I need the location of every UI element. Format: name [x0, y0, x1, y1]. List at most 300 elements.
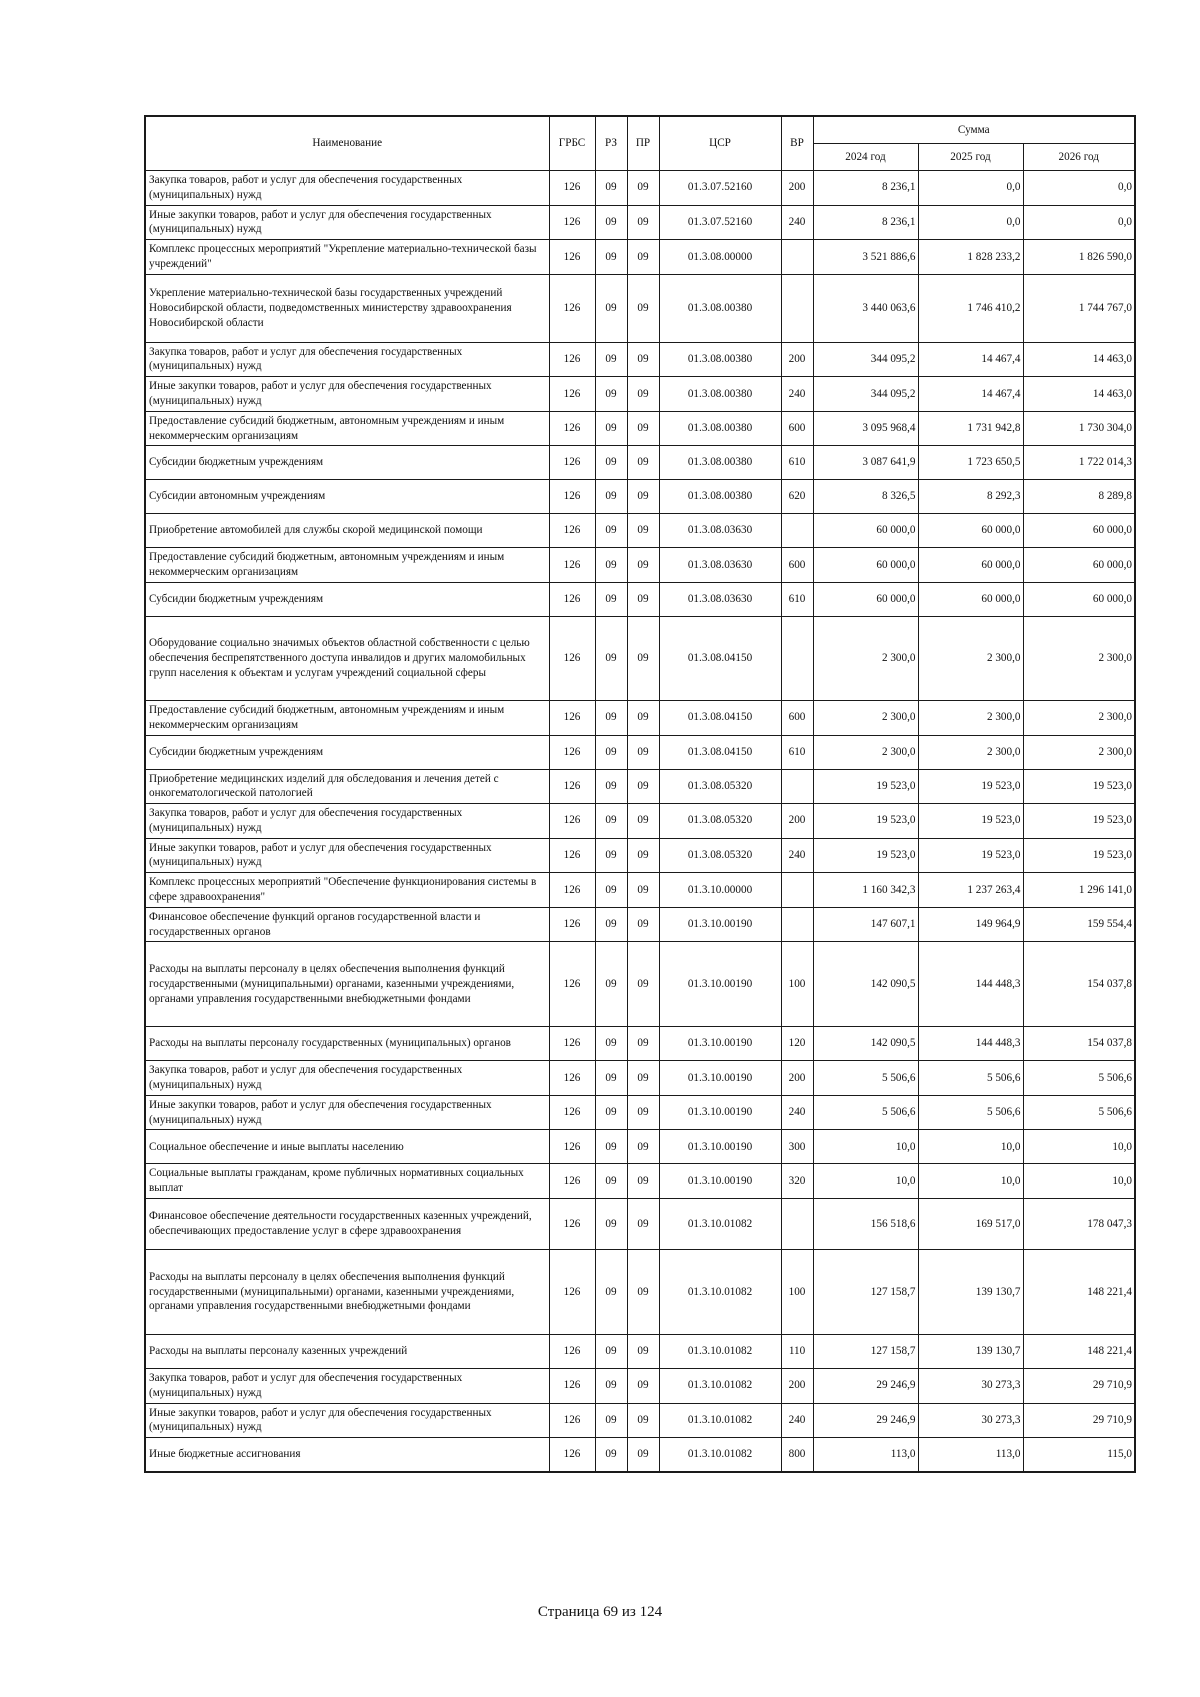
row-grbs: 126 — [549, 171, 595, 206]
row-rz: 09 — [595, 804, 627, 839]
row-rz: 09 — [595, 735, 627, 769]
row-rz: 09 — [595, 1095, 627, 1130]
row-name: Предоставление субсидий бюджетным, автономным учреждениям и иным некоммерческим организациям — [145, 700, 549, 735]
row-sum-2024: 60 000,0 — [813, 514, 918, 548]
table-row — [145, 205, 1135, 240]
row-sum-2025: 1 746 410,2 — [918, 274, 1023, 342]
row-grbs: 126 — [549, 735, 595, 769]
row-sum-2025: 169 517,0 — [918, 1199, 1023, 1250]
row-sum-2024: 2 300,0 — [813, 616, 918, 700]
row-name: Иные бюджетные ассигнования — [145, 1438, 549, 1472]
row-grbs: 126 — [549, 1061, 595, 1096]
row-vr: 610 — [781, 446, 813, 480]
row-csr: 01.3.07.52160 — [659, 171, 781, 206]
row-sum-2026: 2 300,0 — [1023, 616, 1135, 700]
row-rz: 09 — [595, 942, 627, 1027]
header-csr: ЦСР — [659, 116, 781, 171]
header-grbs: ГРБС — [549, 116, 595, 171]
row-pr: 09 — [627, 480, 659, 514]
row-grbs: 126 — [549, 274, 595, 342]
table-row — [145, 1369, 1135, 1404]
row-sum-2024: 142 090,5 — [813, 942, 918, 1027]
row-name: Расходы на выплаты персоналу в целях обеспечения выполнения функций государственными (муниципальными) органами, казенными учреждениями, органами управления государственными внебюджетными фондами — [145, 1250, 549, 1335]
row-name: Приобретение автомобилей для службы скорой медицинской помощи — [145, 514, 549, 548]
row-sum-2024: 8 236,1 — [813, 171, 918, 206]
table-row — [145, 838, 1135, 873]
row-sum-2026: 154 037,8 — [1023, 1027, 1135, 1061]
row-name: Иные закупки товаров, работ и услуг для обеспечения государственных (муниципальных) нужд — [145, 838, 549, 873]
row-rz: 09 — [595, 411, 627, 446]
row-name: Субсидии бюджетным учреждениям — [145, 735, 549, 769]
row-sum-2024: 5 506,6 — [813, 1061, 918, 1096]
row-sum-2024: 147 607,1 — [813, 907, 918, 942]
row-pr: 09 — [627, 1095, 659, 1130]
row-name: Расходы на выплаты персоналу в целях обеспечения выполнения функций государственными (муниципальными) органами, казенными учреждениями, органами управления государственными внебюджетными фондами — [145, 942, 549, 1027]
row-vr: 800 — [781, 1438, 813, 1472]
row-sum-2025: 19 523,0 — [918, 804, 1023, 839]
row-sum-2026: 60 000,0 — [1023, 514, 1135, 548]
table-row — [145, 446, 1135, 480]
table-row — [145, 480, 1135, 514]
row-pr: 09 — [627, 1130, 659, 1164]
row-sum-2025: 139 130,7 — [918, 1250, 1023, 1335]
row-sum-2026: 29 710,9 — [1023, 1403, 1135, 1438]
row-sum-2025: 2 300,0 — [918, 616, 1023, 700]
row-name: Иные закупки товаров, работ и услуг для обеспечения государственных (муниципальных) нужд — [145, 1095, 549, 1130]
row-rz: 09 — [595, 1061, 627, 1096]
row-sum-2024: 60 000,0 — [813, 582, 918, 616]
row-csr: 01.3.10.01082 — [659, 1199, 781, 1250]
table-row — [145, 1403, 1135, 1438]
row-rz: 09 — [595, 342, 627, 377]
row-sum-2025: 1 237 263,4 — [918, 873, 1023, 908]
row-sum-2024: 344 095,2 — [813, 377, 918, 412]
row-sum-2025: 60 000,0 — [918, 514, 1023, 548]
row-csr: 01.3.10.00190 — [659, 1164, 781, 1199]
row-rz: 09 — [595, 838, 627, 873]
table-row — [145, 171, 1135, 206]
row-csr: 01.3.10.01082 — [659, 1335, 781, 1369]
row-vr: 300 — [781, 1130, 813, 1164]
row-grbs: 126 — [549, 1027, 595, 1061]
row-sum-2024: 10,0 — [813, 1130, 918, 1164]
table-row — [145, 377, 1135, 412]
row-pr: 09 — [627, 205, 659, 240]
row-name: Социальные выплаты гражданам, кроме публичных нормативных социальных выплат — [145, 1164, 549, 1199]
row-rz: 09 — [595, 907, 627, 942]
row-sum-2025: 5 506,6 — [918, 1061, 1023, 1096]
row-name: Укрепление материально-технической базы государственных учреждений Новосибирской области, подведомственных министерству здравоохранения Новосибирской области — [145, 274, 549, 342]
row-rz: 09 — [595, 616, 627, 700]
row-rz: 09 — [595, 1250, 627, 1335]
table-row — [145, 411, 1135, 446]
row-name: Расходы на выплаты персоналу казенных учреждений — [145, 1335, 549, 1369]
row-vr: 110 — [781, 1335, 813, 1369]
row-sum-2026: 5 506,6 — [1023, 1095, 1135, 1130]
budget-table — [144, 115, 1136, 1473]
table-row — [145, 342, 1135, 377]
row-rz: 09 — [595, 1199, 627, 1250]
row-sum-2025: 10,0 — [918, 1130, 1023, 1164]
row-grbs: 126 — [549, 514, 595, 548]
row-name: Финансовое обеспечение функций органов государственной власти и государственных органов — [145, 907, 549, 942]
row-sum-2025: 10,0 — [918, 1164, 1023, 1199]
row-grbs: 126 — [549, 942, 595, 1027]
row-sum-2026: 1 296 141,0 — [1023, 873, 1135, 908]
table-row — [145, 1164, 1135, 1199]
row-grbs: 126 — [549, 548, 595, 583]
row-pr: 09 — [627, 411, 659, 446]
row-sum-2025: 30 273,3 — [918, 1369, 1023, 1404]
table-row — [145, 769, 1135, 804]
row-csr: 01.3.10.00190 — [659, 942, 781, 1027]
row-grbs: 126 — [549, 342, 595, 377]
row-name: Закупка товаров, работ и услуг для обеспечения государственных (муниципальных) нужд — [145, 342, 549, 377]
row-grbs: 126 — [549, 1250, 595, 1335]
row-sum-2024: 29 246,9 — [813, 1403, 918, 1438]
row-name: Субсидии бюджетным учреждениям — [145, 582, 549, 616]
row-grbs: 126 — [549, 873, 595, 908]
table-header — [145, 116, 1135, 171]
row-csr: 01.3.10.00190 — [659, 1130, 781, 1164]
row-csr: 01.3.08.04150 — [659, 735, 781, 769]
row-rz: 09 — [595, 514, 627, 548]
row-pr: 09 — [627, 514, 659, 548]
row-name: Предоставление субсидий бюджетным, автономным учреждениям и иным некоммерческим организациям — [145, 548, 549, 583]
row-csr: 01.3.07.52160 — [659, 205, 781, 240]
row-sum-2025: 1 723 650,5 — [918, 446, 1023, 480]
row-csr: 01.3.08.05320 — [659, 838, 781, 873]
row-name: Субсидии автономным учреждениям — [145, 480, 549, 514]
row-rz: 09 — [595, 480, 627, 514]
row-sum-2026: 5 506,6 — [1023, 1061, 1135, 1096]
row-sum-2026: 1 744 767,0 — [1023, 274, 1135, 342]
row-rz: 09 — [595, 1130, 627, 1164]
table-row — [145, 1335, 1135, 1369]
header-sum: Сумма — [813, 116, 1135, 144]
row-pr: 09 — [627, 1250, 659, 1335]
row-rz: 09 — [595, 1164, 627, 1199]
row-vr — [781, 1199, 813, 1250]
row-sum-2026: 19 523,0 — [1023, 769, 1135, 804]
row-rz: 09 — [595, 582, 627, 616]
row-csr: 01.3.10.00190 — [659, 1095, 781, 1130]
row-csr: 01.3.08.00380 — [659, 342, 781, 377]
page-number: Страница 69 из 124 — [537, 1604, 663, 1620]
row-pr: 09 — [627, 769, 659, 804]
header-pr: ПР — [627, 116, 659, 171]
table-row — [145, 616, 1135, 700]
row-sum-2025: 19 523,0 — [918, 769, 1023, 804]
row-sum-2025: 0,0 — [918, 205, 1023, 240]
row-sum-2026: 60 000,0 — [1023, 582, 1135, 616]
row-vr — [781, 514, 813, 548]
row-vr: 200 — [781, 1061, 813, 1096]
row-csr: 01.3.10.01082 — [659, 1250, 781, 1335]
row-rz: 09 — [595, 205, 627, 240]
row-sum-2025: 1 828 233,2 — [918, 240, 1023, 275]
row-pr: 09 — [627, 582, 659, 616]
row-name: Субсидии бюджетным учреждениям — [145, 446, 549, 480]
row-sum-2026: 2 300,0 — [1023, 735, 1135, 769]
row-grbs: 126 — [549, 616, 595, 700]
row-csr: 01.3.10.00190 — [659, 907, 781, 942]
row-vr: 320 — [781, 1164, 813, 1199]
row-csr: 01.3.08.03630 — [659, 548, 781, 583]
row-name: Иные закупки товаров, работ и услуг для обеспечения государственных (муниципальных) нужд — [145, 377, 549, 412]
row-pr: 09 — [627, 342, 659, 377]
row-vr: 600 — [781, 548, 813, 583]
row-sum-2024: 19 523,0 — [813, 838, 918, 873]
row-sum-2026: 14 463,0 — [1023, 342, 1135, 377]
row-vr: 240 — [781, 377, 813, 412]
row-sum-2025: 5 506,6 — [918, 1095, 1023, 1130]
row-sum-2026: 0,0 — [1023, 171, 1135, 206]
row-vr — [781, 616, 813, 700]
row-sum-2026: 8 289,8 — [1023, 480, 1135, 514]
table-row — [145, 1250, 1135, 1335]
table-row — [145, 1095, 1135, 1130]
row-vr: 600 — [781, 700, 813, 735]
row-sum-2026: 29 710,9 — [1023, 1369, 1135, 1404]
table-row — [145, 1130, 1135, 1164]
row-rz: 09 — [595, 1369, 627, 1404]
row-pr: 09 — [627, 274, 659, 342]
row-grbs: 126 — [549, 411, 595, 446]
row-rz: 09 — [595, 171, 627, 206]
row-sum-2026: 154 037,8 — [1023, 942, 1135, 1027]
row-sum-2026: 148 221,4 — [1023, 1250, 1135, 1335]
row-csr: 01.3.10.01082 — [659, 1369, 781, 1404]
row-grbs: 126 — [549, 1164, 595, 1199]
row-vr — [781, 274, 813, 342]
row-sum-2024: 3 095 968,4 — [813, 411, 918, 446]
row-sum-2024: 113,0 — [813, 1438, 918, 1472]
row-grbs: 126 — [549, 804, 595, 839]
row-rz: 09 — [595, 700, 627, 735]
row-rz: 09 — [595, 1335, 627, 1369]
row-pr: 09 — [627, 873, 659, 908]
row-pr: 09 — [627, 377, 659, 412]
row-grbs: 126 — [549, 1335, 595, 1369]
row-sum-2024: 142 090,5 — [813, 1027, 918, 1061]
row-grbs: 126 — [549, 1199, 595, 1250]
row-csr: 01.3.08.03630 — [659, 514, 781, 548]
row-grbs: 126 — [549, 1095, 595, 1130]
row-pr: 09 — [627, 907, 659, 942]
row-csr: 01.3.08.00000 — [659, 240, 781, 275]
row-sum-2025: 149 964,9 — [918, 907, 1023, 942]
row-vr: 600 — [781, 411, 813, 446]
row-pr: 09 — [627, 1369, 659, 1404]
row-sum-2026: 0,0 — [1023, 205, 1135, 240]
row-sum-2024: 19 523,0 — [813, 769, 918, 804]
row-vr: 240 — [781, 1095, 813, 1130]
row-csr: 01.3.08.05320 — [659, 769, 781, 804]
row-pr: 09 — [627, 838, 659, 873]
row-rz: 09 — [595, 240, 627, 275]
table-row — [145, 700, 1135, 735]
row-pr: 09 — [627, 1061, 659, 1096]
row-sum-2025: 2 300,0 — [918, 735, 1023, 769]
table-row — [145, 942, 1135, 1027]
row-name: Финансовое обеспечение деятельности государственных казенных учреждений, обеспечивающих предоставление услуг в сфере здравоохранения — [145, 1199, 549, 1250]
row-grbs: 126 — [549, 769, 595, 804]
row-grbs: 126 — [549, 582, 595, 616]
row-name: Иные закупки товаров, работ и услуг для обеспечения государственных (муниципальных) нужд — [145, 1403, 549, 1438]
row-rz: 09 — [595, 769, 627, 804]
row-sum-2024: 8 236,1 — [813, 205, 918, 240]
row-rz: 09 — [595, 1027, 627, 1061]
row-name: Комплекс процессных мероприятий "Укрепление материально-технической базы учреждений" — [145, 240, 549, 275]
row-sum-2025: 30 273,3 — [918, 1403, 1023, 1438]
row-pr: 09 — [627, 942, 659, 1027]
table-row — [145, 274, 1135, 342]
row-rz: 09 — [595, 377, 627, 412]
row-grbs: 126 — [549, 480, 595, 514]
row-grbs: 126 — [549, 1438, 595, 1472]
row-sum-2024: 2 300,0 — [813, 700, 918, 735]
row-sum-2025: 19 523,0 — [918, 838, 1023, 873]
row-name: Иные закупки товаров, работ и услуг для обеспечения государственных (муниципальных) нужд — [145, 205, 549, 240]
row-vr — [781, 240, 813, 275]
row-rz: 09 — [595, 548, 627, 583]
row-csr: 01.3.08.04150 — [659, 700, 781, 735]
row-vr: 200 — [781, 804, 813, 839]
row-sum-2025: 60 000,0 — [918, 582, 1023, 616]
row-name: Приобретение медицинских изделий для обследования и лечения детей с онкогематологической патологией — [145, 769, 549, 804]
row-sum-2024: 60 000,0 — [813, 548, 918, 583]
row-csr: 01.3.10.01082 — [659, 1438, 781, 1472]
row-name: Предоставление субсидий бюджетным, автономным учреждениям и иным некоммерческим организациям — [145, 411, 549, 446]
table-row — [145, 907, 1135, 942]
row-vr: 120 — [781, 1027, 813, 1061]
row-sum-2025: 2 300,0 — [918, 700, 1023, 735]
row-grbs: 126 — [549, 205, 595, 240]
row-pr: 09 — [627, 171, 659, 206]
row-sum-2024: 5 506,6 — [813, 1095, 918, 1130]
table-row — [145, 548, 1135, 583]
row-sum-2024: 19 523,0 — [813, 804, 918, 839]
row-sum-2025: 14 467,4 — [918, 342, 1023, 377]
row-rz: 09 — [595, 446, 627, 480]
row-vr: 200 — [781, 171, 813, 206]
row-pr: 09 — [627, 616, 659, 700]
row-sum-2024: 1 160 342,3 — [813, 873, 918, 908]
row-sum-2025: 144 448,3 — [918, 942, 1023, 1027]
row-grbs: 126 — [549, 907, 595, 942]
table-row — [145, 804, 1135, 839]
row-sum-2025: 8 292,3 — [918, 480, 1023, 514]
row-pr: 09 — [627, 735, 659, 769]
table-row — [145, 735, 1135, 769]
row-vr: 100 — [781, 1250, 813, 1335]
row-sum-2024: 3 440 063,6 — [813, 274, 918, 342]
row-sum-2026: 1 722 014,3 — [1023, 446, 1135, 480]
row-sum-2024: 3 521 886,6 — [813, 240, 918, 275]
row-sum-2024: 2 300,0 — [813, 735, 918, 769]
row-pr: 09 — [627, 240, 659, 275]
row-pr: 09 — [627, 1403, 659, 1438]
row-csr: 01.3.08.00380 — [659, 446, 781, 480]
row-grbs: 126 — [549, 838, 595, 873]
row-sum-2026: 115,0 — [1023, 1438, 1135, 1472]
row-grbs: 126 — [549, 1130, 595, 1164]
row-name: Закупка товаров, работ и услуг для обеспечения государственных (муниципальных) нужд — [145, 171, 549, 206]
row-vr — [781, 873, 813, 908]
header-year-2025: 2025 год — [918, 144, 1023, 171]
row-csr: 01.3.08.00380 — [659, 480, 781, 514]
row-pr: 09 — [627, 804, 659, 839]
table-row — [145, 240, 1135, 275]
row-name: Социальное обеспечение и иные выплаты населению — [145, 1130, 549, 1164]
row-pr: 09 — [627, 1438, 659, 1472]
row-csr: 01.3.08.04150 — [659, 616, 781, 700]
row-name: Комплекс процессных мероприятий "Обеспечение функционирования системы в сфере здравоохранения" — [145, 873, 549, 908]
row-pr: 09 — [627, 1335, 659, 1369]
row-sum-2026: 19 523,0 — [1023, 804, 1135, 839]
row-vr: 620 — [781, 480, 813, 514]
row-sum-2025: 14 467,4 — [918, 377, 1023, 412]
row-name: Закупка товаров, работ и услуг для обеспечения государственных (муниципальных) нужд — [145, 1369, 549, 1404]
row-sum-2026: 19 523,0 — [1023, 838, 1135, 873]
row-sum-2024: 344 095,2 — [813, 342, 918, 377]
row-name: Закупка товаров, работ и услуг для обеспечения государственных (муниципальных) нужд — [145, 1061, 549, 1096]
row-rz: 09 — [595, 1403, 627, 1438]
row-sum-2025: 0,0 — [918, 171, 1023, 206]
row-sum-2026: 178 047,3 — [1023, 1199, 1135, 1250]
row-sum-2025: 139 130,7 — [918, 1335, 1023, 1369]
row-sum-2024: 10,0 — [813, 1164, 918, 1199]
table-row — [145, 514, 1135, 548]
row-csr: 01.3.08.00380 — [659, 377, 781, 412]
row-rz: 09 — [595, 274, 627, 342]
row-pr: 09 — [627, 446, 659, 480]
row-vr: 610 — [781, 735, 813, 769]
row-name: Оборудование социально значимых объектов областной собственности с целью обеспечения беспрепятственного доступа инвалидов и других маломобильных групп населения к объектам и услугам учреждений социальной сферы — [145, 616, 549, 700]
header-year-2024: 2024 год — [813, 144, 918, 171]
row-csr: 01.3.10.00000 — [659, 873, 781, 908]
row-grbs: 126 — [549, 1369, 595, 1404]
table-row — [145, 1199, 1135, 1250]
row-sum-2026: 10,0 — [1023, 1164, 1135, 1199]
row-pr: 09 — [627, 1027, 659, 1061]
row-pr: 09 — [627, 548, 659, 583]
row-sum-2024: 156 518,6 — [813, 1199, 918, 1250]
row-grbs: 126 — [549, 446, 595, 480]
row-grbs: 126 — [549, 700, 595, 735]
row-grbs: 126 — [549, 240, 595, 275]
row-vr: 200 — [781, 342, 813, 377]
row-name: Закупка товаров, работ и услуг для обеспечения государственных (муниципальных) нужд — [145, 804, 549, 839]
row-vr: 200 — [781, 1369, 813, 1404]
row-grbs: 126 — [549, 377, 595, 412]
table-body — [145, 171, 1135, 1472]
row-sum-2026: 14 463,0 — [1023, 377, 1135, 412]
row-csr: 01.3.10.00190 — [659, 1027, 781, 1061]
row-sum-2026: 159 554,4 — [1023, 907, 1135, 942]
row-sum-2024: 127 158,7 — [813, 1335, 918, 1369]
row-csr: 01.3.08.05320 — [659, 804, 781, 839]
table-row — [145, 873, 1135, 908]
row-pr: 09 — [627, 1164, 659, 1199]
row-csr: 01.3.10.00190 — [659, 1061, 781, 1096]
row-vr — [781, 907, 813, 942]
header-vr: ВР — [781, 116, 813, 171]
row-sum-2026: 1 730 304,0 — [1023, 411, 1135, 446]
row-rz: 09 — [595, 1438, 627, 1472]
row-sum-2025: 1 731 942,8 — [918, 411, 1023, 446]
